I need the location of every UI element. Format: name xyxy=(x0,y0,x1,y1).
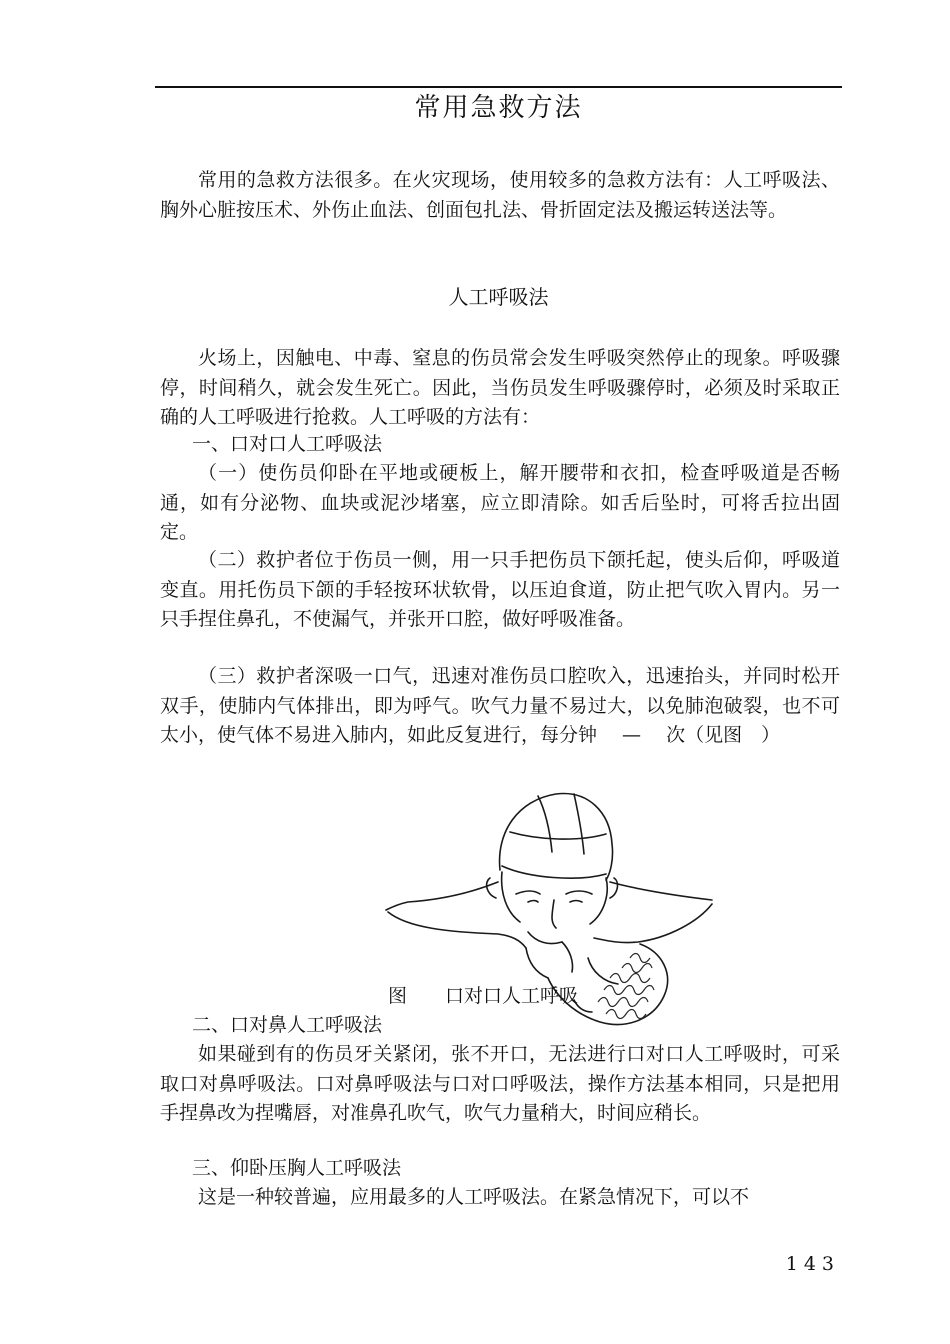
method1-step1: （一）使伤员仰卧在平地或硬板上，解开腰带和衣扣，检查呼吸道是否畅通，如有分泌物、血块或泥沙堵塞，应立即清除。如舌后坠时，可将舌拉出固定。 xyxy=(160,462,840,543)
method3-paragraph: 这是一种较普遍，应用最多的人工呼吸法。在紧急情况下，可以不 xyxy=(198,1186,750,1208)
method2-paragraph: 如果碰到有的伤员牙关紧闭，张不开口，无法进行口对口人工呼吸时，可采取口对鼻呼吸法。口对鼻呼吸法与口对口呼吸法，操作方法基本相同，只是把用手捏鼻改为捏嘴唇，对准鼻孔吹气，吹气力量稍大，时间应稍长。 xyxy=(160,1043,840,1124)
section-intro-paragraph: 火场上，因触电、中毒、窒息的伤员常会发生呼吸突然停止的现象。呼吸骤停，时间稍久，就会发生死亡。因此，当伤员发生呼吸骤停时，必须及时采取正确的人工呼吸进行抢救。人工呼吸的方法有： xyxy=(160,347,840,428)
section-title: 人工呼吸法 xyxy=(448,285,549,309)
figure-caption: 图 口对口人工呼吸 xyxy=(388,985,579,1007)
intro-paragraph: 常用的急救方法很多。在火灾现场，使用较多的急救方法有：人工呼吸法、胸外心脏按压术、外伤止血法、创面包扎法、骨折固定法及搬运转送法等。 xyxy=(160,169,840,221)
method1-heading: 一、口对口人工呼吸法 xyxy=(192,433,383,455)
page-number: 143 xyxy=(785,1253,840,1275)
method1-step2: （二）救护者位于伤员一侧，用一只手把伤员下颌托起，使头后仰，呼吸道变直。用托伤员下颌的手轻按环状软骨，以压迫食道，防止把气吹入胃内。另一只手捏住鼻孔，不使漏气，并张开口腔，做好呼吸准备。 xyxy=(160,549,840,630)
page-title: 常用急救方法 xyxy=(414,93,583,123)
header-rule xyxy=(155,86,842,88)
method2-heading: 二、口对鼻人工呼吸法 xyxy=(192,1014,383,1036)
method1-step3: （三）救护者深吸一口气，迅速对准伤员口腔吹入，迅速抬头，并同时松开双手，使肺内气体排出，即为呼气。吹气力量不易过大，以免肺泡破裂，也不可太小，使气体不易进入肺内，如此反复进行，每分钟 — 次（见图 ） xyxy=(160,665,840,746)
method3-heading: 三、仰卧压胸人工呼吸法 xyxy=(192,1157,402,1179)
